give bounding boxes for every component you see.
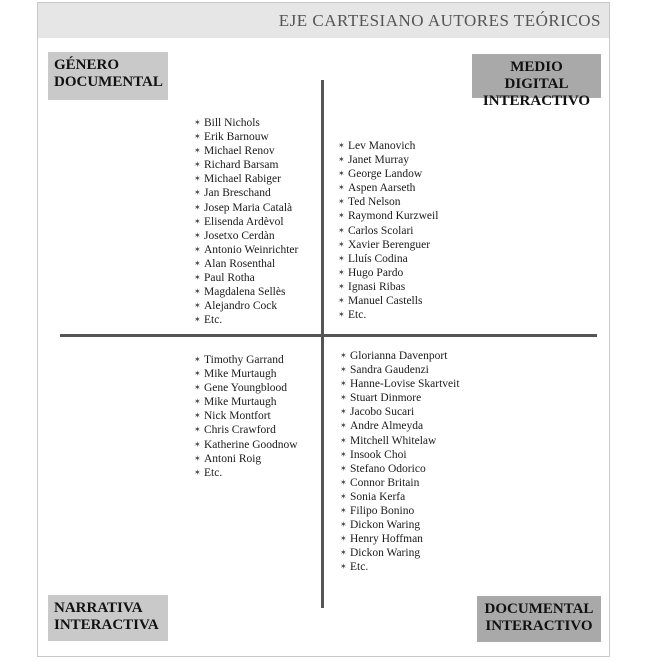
star-bullet-icon: ✶ [338,155,345,165]
star-bullet-icon: ✶ [194,216,201,226]
star-bullet-icon: ✶ [194,230,201,240]
author-item [340,391,460,405]
star-bullet-icon: ✶ [338,281,345,291]
star-bullet-icon: ✶ [340,477,347,487]
author-name: Aspen Aarseth [348,182,416,195]
header-bar [38,3,609,38]
author-item [340,476,460,490]
star-bullet-icon: ✶ [194,146,201,156]
author-name: Bill Nichols [204,117,260,129]
author-name: Etc. [348,309,367,322]
author-item [194,257,298,271]
star-bullet-icon: ✶ [194,383,201,393]
star-bullet-icon: ✶ [340,365,347,375]
quadrant-label-genero-documental [48,52,168,100]
quadrant-label-text: MEDIO DIGITAL INTERACTIVO [482,59,591,109]
star-bullet-icon: ✶ [194,160,201,170]
vertical-axis [321,80,324,608]
author-item [340,518,460,532]
star-bullet-icon: ✶ [340,421,347,431]
author-item [338,139,438,153]
author-name: Etc. [204,466,223,479]
star-bullet-icon: ✶ [340,520,347,530]
diagram-title: EJE CARTESIANO AUTORES TEÓRICOS [278,11,601,30]
author-item [338,294,438,308]
author-name: Richard Barsam [204,159,279,172]
author-name: Etc. [204,314,223,327]
star-bullet-icon: ✶ [338,169,345,179]
author-item [194,201,298,215]
author-name: Ted Nelson [348,196,401,209]
author-name: Xavier Berenguer [348,238,431,251]
author-name: Sonia Kerfa [350,490,406,503]
author-name: Dickon Waring [350,547,421,560]
star-bullet-icon: ✶ [194,244,201,254]
author-list-top-left [194,116,298,327]
author-name: Andre Almeyda [350,420,424,433]
author-item [194,395,298,409]
author-item [194,229,298,243]
author-item [194,466,298,480]
quadrant-label-text: GÉNERO DOCUMENTAL [54,57,163,90]
author-item [338,153,438,167]
star-bullet-icon: ✶ [338,225,345,235]
author-item [194,409,298,423]
author-name: Elisenda Ardèvol [204,215,284,228]
author-item [338,181,438,195]
author-item [194,116,298,130]
author-item [340,349,460,363]
star-bullet-icon: ✶ [194,425,201,435]
star-bullet-icon: ✶ [194,273,201,283]
author-item [340,419,460,433]
quadrant-label-narrativa-interactiva [48,595,168,641]
star-bullet-icon: ✶ [194,258,201,268]
star-bullet-icon: ✶ [338,239,345,249]
author-list-bottom-right [340,349,460,575]
author-name: Carlos Scolari [348,224,414,237]
author-name: Nick Montfort [204,410,271,423]
star-bullet-icon: ✶ [194,287,201,297]
author-item [194,130,298,144]
star-bullet-icon: ✶ [194,453,201,463]
author-item [194,452,298,466]
author-item [338,238,438,252]
star-bullet-icon: ✶ [340,548,347,558]
author-item [194,144,298,158]
author-item [194,438,298,452]
author-name: Stefano Odorico [350,462,426,475]
star-bullet-icon: ✶ [194,397,201,407]
author-name: Mike Murtaugh [204,368,277,381]
author-name: Mike Murtaugh [204,396,277,409]
star-bullet-icon: ✶ [340,562,347,572]
star-bullet-icon: ✶ [338,296,345,306]
author-name: Jan Breschand [204,187,271,200]
author-item [340,448,460,462]
author-name: Antonio Weinrichter [204,243,299,256]
author-item [338,167,438,181]
author-name: Antoni Roig [204,452,262,465]
star-bullet-icon: ✶ [338,267,345,277]
quadrant-label-text: DOCUMENTAL INTERACTIVO [484,601,594,634]
author-name: Stuart Dinmore [350,392,422,405]
author-name: Alan Rosenthal [204,257,276,270]
star-bullet-icon: ✶ [340,351,347,360]
quadrant-label-medio-digital-interactivo [472,54,601,109]
star-bullet-icon: ✶ [340,463,347,473]
star-bullet-icon: ✶ [340,393,347,403]
star-bullet-icon: ✶ [340,534,347,544]
star-bullet-icon: ✶ [194,118,201,127]
star-bullet-icon: ✶ [340,491,347,501]
author-name: Michael Renov [204,145,275,158]
author-name: Sandra Gaudenzi [350,364,429,377]
star-bullet-icon: ✶ [194,301,201,311]
author-item [340,504,460,518]
star-bullet-icon: ✶ [194,174,201,184]
star-bullet-icon: ✶ [338,141,345,150]
author-name: Timothy Garrand [204,354,284,366]
horizontal-axis [60,334,597,337]
author-item [338,280,438,294]
author-item [194,172,298,186]
author-item [194,158,298,172]
author-name: Jacobo Sucari [350,406,415,419]
author-name: Insook Choi [350,448,407,461]
author-item [194,423,298,437]
author-item [194,215,298,229]
author-name: Josetxo Cerdàn [204,229,275,242]
star-bullet-icon: ✶ [194,188,201,198]
star-bullet-icon: ✶ [338,310,345,320]
author-item [194,313,298,327]
author-item [194,381,298,395]
star-bullet-icon: ✶ [338,197,345,207]
author-name: Glorianna Davenport [350,350,448,362]
star-bullet-icon: ✶ [340,435,347,445]
star-bullet-icon: ✶ [340,379,347,389]
author-name: Mitchell Whitelaw [350,434,437,447]
author-name: Michael Rabiger [204,173,281,186]
star-bullet-icon: ✶ [338,211,345,221]
author-name: Lluís Codina [348,252,408,265]
author-item [338,224,438,238]
author-name: Lev Manovich [348,140,416,152]
star-bullet-icon: ✶ [340,407,347,417]
author-item [340,377,460,391]
author-item [340,434,460,448]
author-item [338,195,438,209]
author-name: Dickon Waring [350,519,421,532]
star-bullet-icon: ✶ [194,411,201,421]
author-item [194,353,298,367]
author-item [340,532,460,546]
author-name: Paul Rotha [204,272,255,285]
star-bullet-icon: ✶ [338,253,345,263]
author-item [194,367,298,381]
author-name: Katherine Goodnow [204,438,298,451]
author-item [194,186,298,200]
author-list-top-right [338,139,438,322]
author-name: Ignasi Ribas [348,280,406,293]
author-item [340,405,460,419]
author-item [338,252,438,266]
author-list-bottom-left [194,353,298,480]
author-item [340,490,460,504]
star-bullet-icon: ✶ [194,132,201,142]
star-bullet-icon: ✶ [194,369,201,379]
quadrant-label-documental-interactivo [477,596,601,642]
author-item [340,560,460,574]
author-name: Manuel Castells [348,295,423,308]
author-name: Erik Barnouw [204,131,269,144]
star-bullet-icon: ✶ [194,202,201,212]
author-item [338,266,438,280]
star-bullet-icon: ✶ [338,183,345,193]
author-name: Chris Crawford [204,424,276,437]
star-bullet-icon: ✶ [194,439,201,449]
author-item [338,209,438,223]
author-name: Magdalena Sellès [204,286,286,299]
author-item [194,299,298,313]
author-name: Filipo Bonino [350,505,415,518]
author-item [340,363,460,377]
star-bullet-icon: ✶ [194,467,201,477]
author-item [340,546,460,560]
author-name: George Landow [348,168,423,181]
star-bullet-icon: ✶ [340,506,347,516]
star-bullet-icon: ✶ [194,355,201,364]
author-name: Hanne-Lovise Skartveit [350,378,460,391]
author-name: Hugo Pardo [348,266,404,279]
author-name: Etc. [350,561,369,574]
author-item [194,285,298,299]
author-name: Connor Britain [350,476,420,489]
quadrant-label-text: NARRATIVA INTERACTIVA [54,600,159,633]
author-name: Alejandro Cock [204,300,278,313]
author-item [338,308,438,322]
author-name: Janet Murray [348,154,409,167]
star-bullet-icon: ✶ [194,315,201,325]
author-name: Gene Youngblood [204,382,288,395]
author-item [340,462,460,476]
star-bullet-icon: ✶ [340,449,347,459]
author-name: Josep Maria Català [204,201,293,214]
author-name: Raymond Kurzweil [348,210,439,223]
author-item [194,243,298,257]
author-item [194,271,298,285]
author-name: Henry Hoffman [350,533,423,546]
